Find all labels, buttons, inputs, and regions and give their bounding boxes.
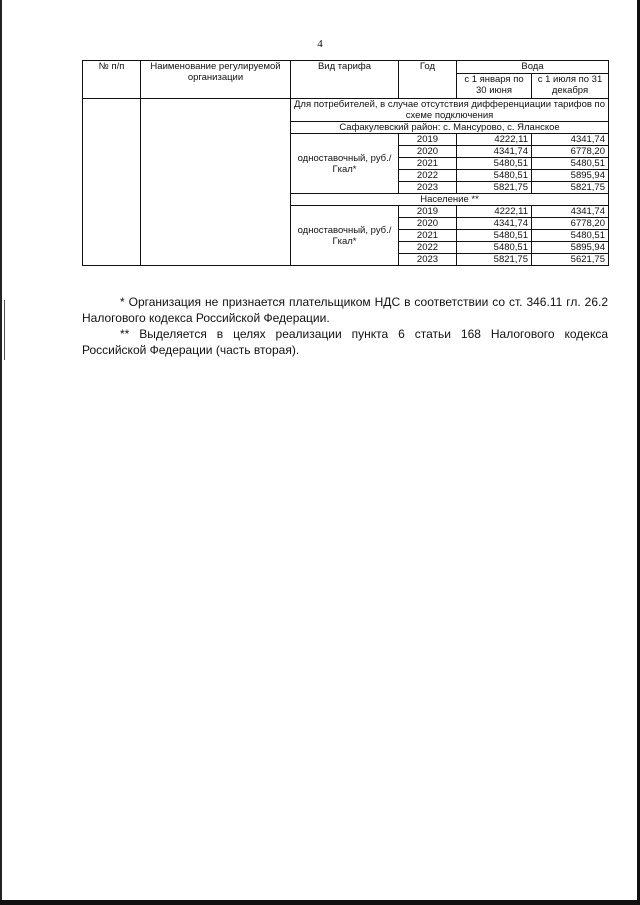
year-cell: 2019 (399, 134, 457, 146)
header-period-2: с 1 июля по 31 декабря (532, 74, 609, 99)
header-period-1: с 1 января по 30 июня (457, 74, 532, 99)
scan-edge-bottom (0, 900, 640, 905)
value-cell: 4341,74 (532, 206, 609, 218)
scan-mark-left (4, 300, 5, 360)
header-water: Вода (457, 61, 609, 74)
consumers-note: Для потребителей, в случае отсутствия дифференциации тарифов по схеме подключения (291, 99, 609, 122)
cell-org-empty (141, 99, 291, 266)
year-cell: 2020 (399, 218, 457, 230)
value-cell: 5480,51 (457, 170, 532, 182)
population-row: Население ** (291, 194, 609, 206)
header-num: № п/п (83, 61, 141, 99)
value-cell: 4341,74 (532, 134, 609, 146)
year-cell: 2019 (399, 206, 457, 218)
header-year: Год (399, 61, 457, 99)
year-cell: 2023 (399, 254, 457, 266)
header-org: Наименование регулируемой организации (141, 61, 291, 99)
value-cell: 5480,51 (457, 230, 532, 242)
value-cell: 5821,75 (457, 254, 532, 266)
district-row: Сафакулевский район: с. Мансурово, с. Яланское (291, 122, 609, 134)
tariff-label-1: одноставочный, руб./Гкал* (291, 134, 399, 194)
value-cell: 4341,74 (457, 218, 532, 230)
year-cell: 2023 (399, 182, 457, 194)
year-cell: 2020 (399, 146, 457, 158)
value-cell: 5895,94 (532, 170, 609, 182)
year-cell: 2022 (399, 242, 457, 254)
value-cell: 5480,51 (532, 230, 609, 242)
value-cell: 5895,94 (532, 242, 609, 254)
value-cell: 5480,51 (532, 158, 609, 170)
value-cell: 4341,74 (457, 146, 532, 158)
value-cell: 4222,11 (457, 206, 532, 218)
cell-num-empty (83, 99, 141, 266)
year-cell: 2022 (399, 170, 457, 182)
value-cell: 5480,51 (457, 158, 532, 170)
value-cell: 6778,20 (532, 146, 609, 158)
value-cell: 5821,75 (457, 182, 532, 194)
tariff-label-2: одноставочный, руб./Гкал* (291, 206, 399, 266)
tariff-table (82, 60, 609, 266)
value-cell: 5480,51 (457, 242, 532, 254)
year-cell: 2021 (399, 230, 457, 242)
footnote-vat: * Организация не признается плательщиком НДС в соответствии со ст. 346.11 гл. 26.2 Налогового кодекса Российской Федерации. (82, 295, 608, 325)
footnotes (82, 294, 608, 358)
value-cell: 5621,75 (532, 254, 609, 266)
scan-edge-left (0, 0, 2, 905)
value-cell: 6778,20 (532, 218, 609, 230)
year-cell: 2021 (399, 158, 457, 170)
page-number: 4 (317, 38, 323, 50)
value-cell: 5821,75 (532, 182, 609, 194)
header-tariff-type: Вид тарифа (291, 61, 399, 99)
value-cell: 4222,11 (457, 134, 532, 146)
footnote-population: ** Выделяется в целях реализации пункта 6 статьи 168 Налогового кодекса Российской Федерации (часть вторая). (82, 327, 608, 357)
